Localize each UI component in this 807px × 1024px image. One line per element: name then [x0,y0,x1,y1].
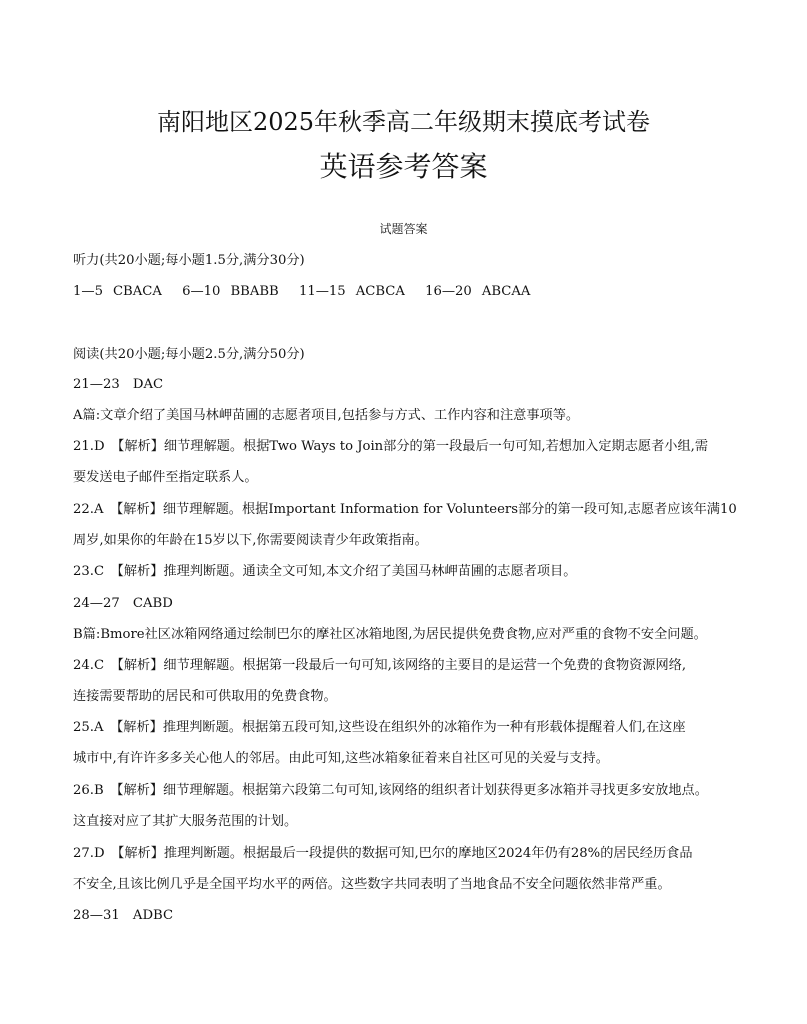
answer-range-line: 24—27 CABD [73,596,173,611]
passage-summary: B篇:Bmore社区冰箱网络通过绘制巴尔的摩社区冰箱地图,为居民提供免费食物,应对严重的食物不安全问题。 [73,627,707,642]
answer-range-line: 21—23 DAC [73,377,164,392]
answer-range-line: 28—31 ADBC [73,908,174,923]
explanation-line: 城市中,有许许多多关心他人的邻居。由此可知,这些冰箱象征着来自社区可见的关爱与支持。 [73,751,609,766]
explanation-line: 这直接对应了其扩大服务范围的计划。 [73,814,298,829]
explanation-line: 不安全,且该比例几乎是全国平均水平的两倍。这些数字共同表明了当地食品不安全问题依然非常严重。 [73,877,671,892]
section-label: 试题答案 [379,222,428,236]
explanation-line: 连接需要帮助的居民和可供取用的免费食物。 [73,689,337,704]
explanation-line: 23.C 【解析】推理判断题。通读全文可知,本文介绍了美国马林岬苗圃的志愿者项目。 [73,564,577,579]
listening-heading: 听力(共20小题;每小题1.5分,满分30分) [73,253,305,268]
explanation-line: 周岁,如果你的年龄在15岁以下,你需要阅读青少年政策指南。 [73,533,428,548]
answer-range: 16—20 [425,284,472,299]
explanation-line: 要发送电子邮件至指定联系人。 [73,470,258,485]
answer-range: 6—10 [182,284,221,299]
listening-answers [73,283,749,301]
answer-letters: CBACA [112,284,162,299]
answer-group [182,283,279,301]
explanation-line: 25.A 【解析】推理判断题。根据第五段可知,这些设在组织外的冰箱作为一种有形载体提醒着人们,在这座 [73,720,686,735]
explanation-line: 21.D 【解析】细节理解题。根据Two Ways to Join部分的第一段最后一句可知,若想加入定期志愿者小组,需 [73,439,709,454]
answer-group [425,283,530,301]
answer-group [73,283,162,301]
answer-group [299,283,405,301]
page-title: 南阳地区2025年秋季高二年级期末摸底考试卷 [156,108,651,136]
answer-letters: ABCAA [481,284,531,299]
explanation-line: 26.B 【解析】细节理解题。根据第六段第二句可知,该网络的组织者计划获得更多冰箱并寻找更多安放地点。 [73,783,708,798]
explanation-line: 27.D 【解析】推理判断题。根据最后一段提供的数据可知,巴尔的摩地区2024年仍有28%的居民经历食品 [73,846,693,861]
passage-summary: A篇:文章介绍了美国马林岬苗圃的志愿者项目,包括参与方式、工作内容和注意事项等。 [73,408,580,423]
reading-heading: 阅读(共20小题;每小题2.5分,满分50分) [73,347,305,362]
answer-letters: BBABB [230,284,279,299]
page-subtitle: 英语参考答案 [319,150,488,183]
explanation-line: 22.A 【解析】细节理解题。根据Important Information for Volunteers部分的第一段可知,志愿者应该年满10 [73,502,737,517]
answer-range: 11—15 [298,284,346,299]
answer-range: 1—5 [73,284,103,299]
explanation-line: 24.C 【解析】细节理解题。根据第一段最后一句可知,该网络的主要目的是运营一个免费的食物资源网络, [73,658,687,673]
answer-letters: ACBCA [355,284,405,299]
